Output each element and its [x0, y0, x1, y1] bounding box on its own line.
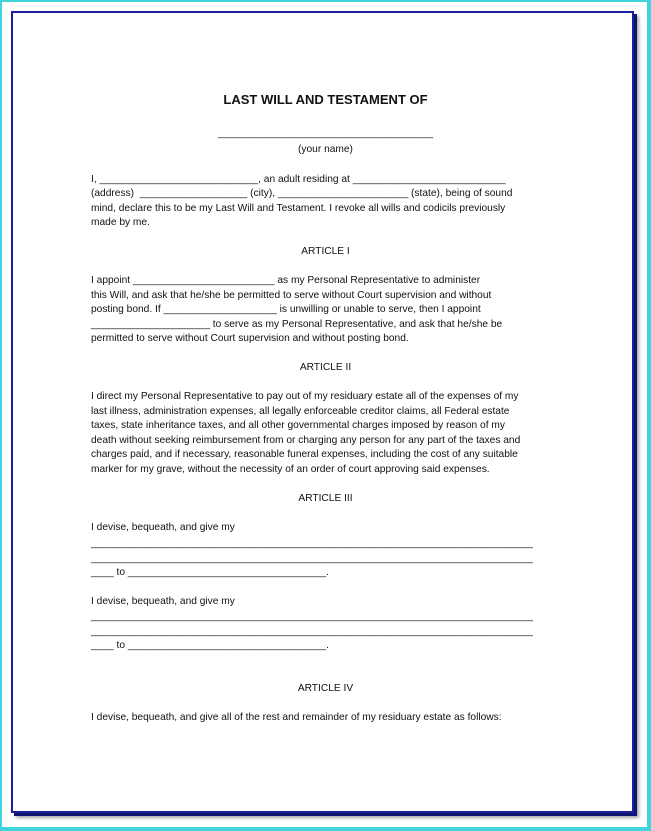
intro-line: mind, declare this to be my Last Will and Testament. I revoke all wills and codicils previously [91, 203, 506, 214]
name-line: ______________________________________ [217, 128, 434, 139]
article-1-line: _____________________ to serve as my Personal Representative, and ask that he/she be [91, 319, 503, 330]
bequest-2-blank-line: ______________________________________________________________________________ [91, 626, 533, 637]
article-2-line: last illness, administration expenses, all legally enforceable creditor claims, all Federal estate [91, 406, 510, 417]
article-1-heading: ARTICLE I [301, 246, 350, 257]
bequest-2-blank-line: ______________________________________________________________________________ [91, 611, 533, 622]
bequest-2-to-line: ____ to ___________________________________. [91, 640, 329, 651]
bequest-1-blank-line: ______________________________________________________________________________ [91, 538, 533, 549]
article-3-heading: ARTICLE III [298, 493, 353, 504]
article-2-line: charges paid, and if necessary, reasonable funeral expenses, including the cost of any suitable [91, 449, 518, 460]
article-2-heading: ARTICLE II [299, 362, 352, 373]
article-2-line: taxes, state inheritance taxes, and all other governmental charges imposed by reason of my [91, 420, 505, 431]
intro-line: I, ____________________________, an adult residing at ___________________________ [91, 174, 506, 185]
intro-line: made by me. [91, 217, 150, 228]
article-2-line: marker for my grave, without the necessity of an order of court approving said expenses. [91, 464, 490, 475]
article-2-line: I direct my Personal Representative to pay out of my residuary estate all of the expenses of my [91, 391, 519, 402]
article-4-line: I devise, bequeath, and give all of the rest and remainder of my residuary estate as follows: [91, 712, 502, 723]
bequest-1-intro: I devise, bequeath, and give my [91, 522, 235, 533]
article-4-heading: ARTICLE IV [297, 683, 354, 694]
name-caption: (your name) [298, 144, 353, 155]
article-1-line: permitted to serve without Court supervision and without posting bond. [91, 333, 409, 344]
document-title: LAST WILL AND TESTAMENT OF [223, 92, 428, 107]
bequest-2-intro: I devise, bequeath, and give my [91, 596, 235, 607]
article-1-line: this Will, and ask that he/she be permitted to serve without Court supervision and without [91, 290, 492, 301]
article-1-line: I appoint _________________________ as my Personal Representative to administer [91, 275, 481, 286]
article-1-line: posting bond. If ____________________ is unwilling or unable to serve, then I appoint [91, 304, 481, 315]
article-2-line: death without seeking reimbursement from or charging any person for any part of the taxes and [91, 435, 521, 446]
bequest-1-blank-line: ______________________________________________________________________________ [91, 553, 533, 564]
intro-line: (address) ___________________ (city), _______________________ (state), being of sound [91, 188, 513, 199]
bequest-1-to-line: ____ to ___________________________________. [91, 567, 329, 578]
